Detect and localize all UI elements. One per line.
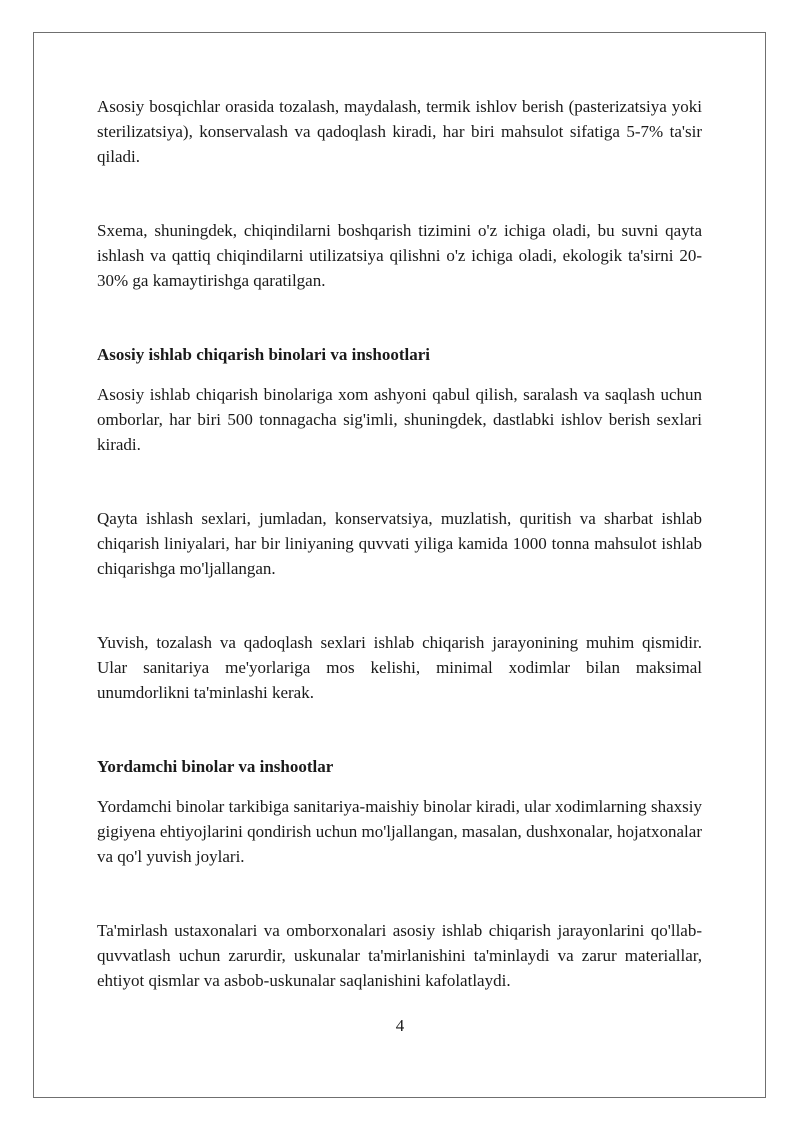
paragraph-waste-management: Sxema, shuningdek, chiqindilarni boshqarish tizimini o'z ichiga oladi, bu suvni qayta ishlash va qattiq chiqindilarni utilizatsiya qilishni o'z ichiga oladi, ekologik ta'sirni 20-30% ga kamaytirishga qaratilgan. [97, 221, 702, 290]
paragraph-processing-stages: Asosiy bosqichlar orasida tozalash, maydalash, termik ishlov berish (pasterizatsiya yoki sterilizatsiya), konservalash va qadoqlash kiradi, har biri mahsulot sifatiga 5-7% ta'sir qiladi. [97, 97, 702, 166]
paragraph-sanitary-buildings: Yordamchi binolar tarkibiga sanitariya-maishiy binolar kiradi, ular xodimlarning shaxsiy gigiyena ehtiyojlarini qondirish uchun mo'ljallangan, masalan, dushxonalar, hojatxonalar va qo'l yuvish joylari. [97, 797, 702, 866]
heading-main-buildings: Asosiy ishlab chiqarish binolari va inshootlari [97, 345, 430, 364]
paragraph-main-buildings-storage: Asosiy ishlab chiqarish binolariga xom ashyoni qabul qilish, saralash va saqlash uchun omborlar, har biri 500 tonnagacha sig'imli, shuningdek, dastlabki ishlov berish sexlari kiradi. [97, 385, 702, 454]
heading-auxiliary-buildings: Yordamchi binolar va inshootlar [97, 757, 334, 776]
paragraph-repair-workshops: Ta'mirlash ustaxonalari va omborxonalari asosiy ishlab chiqarish jarayonlarini qo'llab-quvvatlash uchun zarurdir, uskunalar ta'mirlanishini ta'minlaydi va zarur materiallar, ehtiyot qismlar va asbob-uskunalar saqlanishini kafolatlaydi. [97, 921, 702, 990]
paragraph-washing-packaging: Yuvish, tozalash va qadoqlash sexlari ishlab chiqarish jarayonining muhim qismidir. Ular sanitariya me'yorlariga mos kelishi, minimal xodimlar bilan maksimal unumdorlikni ta'minlashi kerak. [97, 633, 702, 702]
page-number: 4 [395, 1016, 405, 1035]
document-body [97, 94, 702, 993]
paragraph-processing-workshops: Qayta ishlash sexlari, jumladan, konservatsiya, muzlatish, quritish va sharbat ishlab chiqarish liniyalari, har bir liniyaning quvvati yiliga kamida 1000 tonna mahsulot ishlab chiqarishga mo'ljallangan. [97, 509, 702, 578]
